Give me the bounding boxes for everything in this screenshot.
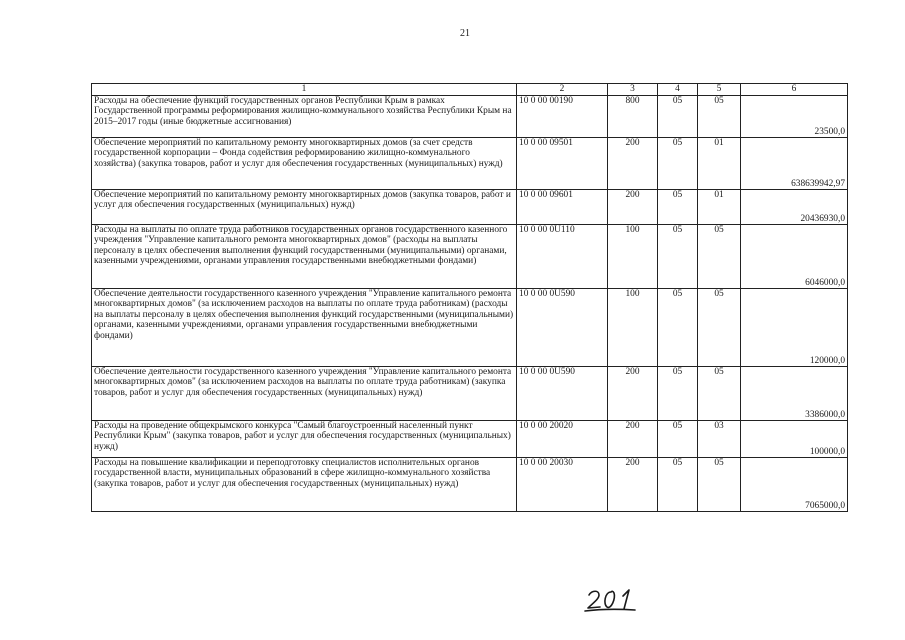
table-row — [92, 138, 848, 190]
row-code: 10 0 00 00190 — [517, 96, 608, 138]
row-col3: 100 — [608, 289, 658, 367]
column-header-6: 6 — [741, 84, 848, 96]
row-col3: 100 — [608, 225, 658, 289]
row-col4: 05 — [658, 289, 698, 367]
row-description: Обеспечение мероприятий по капитальному ремонту многоквартирных домов (закупка товаров, работ и услуг для обеспечения государственных (муниципальных) нужд) — [92, 190, 517, 225]
row-description: Обеспечение мероприятий по капитальному ремонту многоквартирных домов (за счет средств государственной корпорации – Фонда содействия реформированию жилищно-коммунального хозяйства) (закупка товаров, работ и услуг для обеспечения государственных (муниципальных) нужд) — [92, 138, 517, 190]
row-amount: 20436930,0 — [741, 190, 848, 225]
row-description: Обеспечение деятельности государственного казенного учреждения "Управление капитального ремонта многоквартирных домов" (за исключением расходов на выплаты по оплате труда работникам) (расходы на выплаты персоналу в целях обеспечения выполнения функций государственными (муниципальными) органами, казенными учреждениями, органами управления государственными внебюджетными фондами) — [92, 289, 517, 367]
page-number: 21 — [460, 28, 470, 39]
row-col5: 05 — [698, 289, 741, 367]
table-row — [92, 225, 848, 289]
column-header-3: 3 — [608, 84, 658, 96]
row-code: 10 0 00 0U590 — [517, 367, 608, 421]
row-col5: 05 — [698, 96, 741, 138]
table-header-row — [92, 84, 848, 96]
table-row — [92, 367, 848, 421]
table-row — [92, 96, 848, 138]
row-code: 10 0 00 0U590 — [517, 289, 608, 367]
row-amount: 120000,0 — [741, 289, 848, 367]
row-col3: 800 — [608, 96, 658, 138]
row-amount: 23500,0 — [741, 96, 848, 138]
row-amount: 100000,0 — [741, 421, 848, 458]
row-description: Расходы на обеспечение функций государственных органов Республики Крым в рамках Государственной программы реформирования жилищно-коммунального хозяйства Республики Крым на 2015–2017 годы (иные бюджетные ассигнования) — [92, 96, 517, 138]
row-description: Расходы на выплаты по оплате труда работников государственных органов государственного казенного учреждения "Управление капитального ремонта многоквартирных домов" (расходы на выплаты персоналу в целях обеспечения выполнения функций государственными (муниципальными) органами, казенными учреждениями, органами управления государственными внебюджетными фондами) — [92, 225, 517, 289]
row-code: 10 0 00 0U110 — [517, 225, 608, 289]
row-description: Расходы на повышение квалификации и переподготовку специалистов исполнительных органов государственной власти, муниципальных образований в сфере жилищно-коммунального хозяйства (закупка товаров, работ и услуг для обеспечения государственных (муниципальных) нужд) — [92, 458, 517, 512]
column-header-1: 1 — [92, 84, 517, 96]
row-code: 10 0 00 09501 — [517, 138, 608, 190]
row-col3: 200 — [608, 421, 658, 458]
table-row — [92, 190, 848, 225]
row-code: 10 0 00 09601 — [517, 190, 608, 225]
row-col4: 05 — [658, 138, 698, 190]
row-description: Расходы на проведение общекрымского конкурса "Самый благоустроенный населенный пункт Республики Крым" (закупка товаров, работ и услуг для обеспечения государственных (муниципальных) нужд) — [92, 421, 517, 458]
row-col3: 200 — [608, 138, 658, 190]
row-code: 10 0 00 20020 — [517, 421, 608, 458]
handwritten-page-number — [583, 586, 643, 614]
row-code: 10 0 00 20030 — [517, 458, 608, 512]
row-col3: 200 — [608, 367, 658, 421]
table-row — [92, 289, 848, 367]
row-col4: 05 — [658, 458, 698, 512]
row-amount: 3386000,0 — [741, 367, 848, 421]
row-col5: 05 — [698, 367, 741, 421]
row-col3: 200 — [608, 458, 658, 512]
row-col4: 05 — [658, 96, 698, 138]
row-col4: 05 — [658, 190, 698, 225]
column-header-4: 4 — [658, 84, 698, 96]
row-amount: 6046000,0 — [741, 225, 848, 289]
row-col5: 05 — [698, 225, 741, 289]
row-col4: 05 — [658, 367, 698, 421]
row-col4: 05 — [658, 421, 698, 458]
row-description: Обеспечение деятельности государственного казенного учреждения "Управление капитального ремонта многоквартирных домов" (за исключением расходов на выплаты по оплате труда работникам) (закупка товаров, работ и услуг для обеспечения государственных (муниципальных) нужд) — [92, 367, 517, 421]
row-col5: 01 — [698, 138, 741, 190]
row-col5: 03 — [698, 421, 741, 458]
budget-table — [91, 83, 848, 512]
row-amount: 7065000,0 — [741, 458, 848, 512]
row-col4: 05 — [658, 225, 698, 289]
column-header-5: 5 — [698, 84, 741, 96]
table-row — [92, 458, 848, 512]
row-col5: 05 — [698, 458, 741, 512]
row-col5: 01 — [698, 190, 741, 225]
table-row — [92, 421, 848, 458]
row-col3: 200 — [608, 190, 658, 225]
row-amount: 638639942,97 — [741, 138, 848, 190]
column-header-2: 2 — [517, 84, 608, 96]
